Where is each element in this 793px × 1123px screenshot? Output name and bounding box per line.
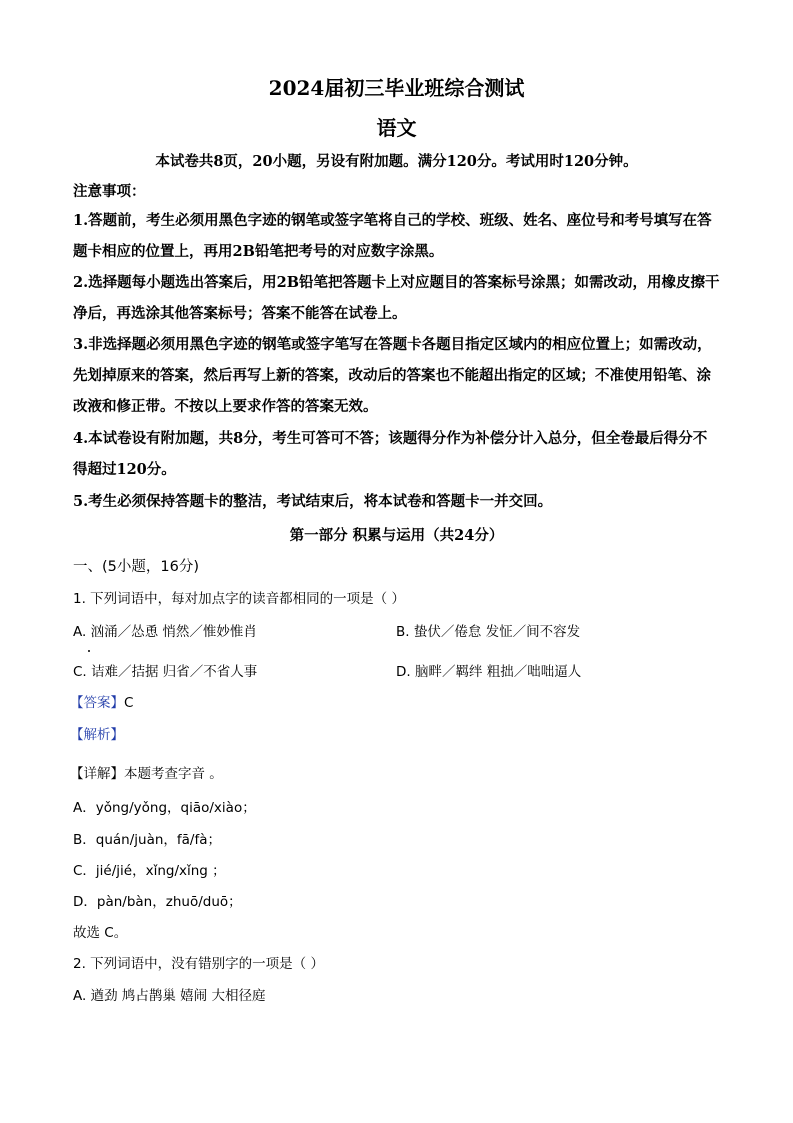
notice-heading: 注意事项：: [73, 183, 146, 200]
notice-item-4: 4.本试卷设有附加题，共8分，考生可答可不答；该题得分作为补偿分计入总分，但全卷最后得分不得超过120分。: [73, 430, 708, 478]
detail-text: 本题考查字音 。: [124, 766, 223, 782]
q1-option-a: A. 汹涌／怂恿 悄然／惟妙惟肖: [73, 624, 257, 640]
analysis-tag: 【解析】: [70, 727, 124, 743]
subject-title: 语文: [376, 116, 417, 140]
q1-choose: 故选 C。: [73, 925, 128, 941]
exam-title: 2024届初三毕业班综合测试: [268, 76, 525, 100]
analysis-line: [70, 723, 124, 743]
q1-stem: 1. 下列词语中，每对加点字的读音都相同的一项是（ ）: [73, 591, 405, 607]
emphasis-dot: [88, 650, 90, 652]
notice-item-3: 3.非选择题必须用黑色字迹的钢笔或签字笔写在答题卡各题目指定区域内的相应位置上；如需改动，先划掉原来的答案，然后再写上新的答案，改动后的答案也不能超出指定的区域；不准使用铅笔、涂改液和修正带。不按以上要求作答的答案无效。: [73, 336, 712, 415]
part-title: 第一部分 积累与运用（共24分）: [289, 527, 504, 544]
q1-option-c: C. 诘难／拮据 归省／不省人事: [73, 664, 258, 680]
answer-value: C: [124, 695, 134, 711]
notice-item-2: 2.选择题每小题选出答案后，用2B铅笔把答题卡上对应题目的答案标号涂黑；如需改动，用橡皮擦干净后，再选涂其他答案标号；答案不能答在试卷上。: [73, 274, 720, 322]
q1-pinyin-a: A．yǒng/yǒng，qiāo/xiào；: [73, 800, 256, 816]
answer-tag: 【答案】: [70, 695, 124, 711]
q1-option-d: D. 脑畔／羁绊 粗拙／咄咄逼人: [396, 664, 582, 680]
q2-stem: 2. 下列词语中，没有错别字的一项是（ ）: [73, 956, 324, 972]
answer-line: [70, 691, 133, 711]
q1-pinyin-d: D．pàn/bàn，zhuō/duō；: [73, 894, 242, 910]
detail-tag: 【详解】: [70, 766, 124, 782]
notice-item-5: 5.考生必须保持答题卡的整洁，考试结束后，将本试卷和答题卡一并交回。: [73, 493, 553, 510]
q1-pinyin-c: C．jié/jié，xǐng/xǐng ；: [73, 863, 226, 879]
q2-option-a: A. 遒劲 鸠占鹊巢 嬉闹 大相径庭: [73, 988, 266, 1004]
detail-line: [70, 762, 223, 782]
q1-pinyin-b: B．quán/juàn，fā/fà；: [73, 832, 221, 848]
notice-item-1: 1.答题前，考生必须用黑色字迹的钢笔或签字笔将自己的学校、班级、姓名、座位号和考号填写在答题卡相应的位置上，再用2B铅笔把考号的对应数字涂黑。: [73, 212, 712, 260]
section-heading: 一、(5小题，16分): [73, 559, 199, 575]
q1-option-b: B. 蛰伏／倦怠 发怔／间不容发: [396, 624, 581, 640]
exam-intro: 本试卷共8页，20小题，另设有附加题。满分120分。考试用时120分钟。: [155, 153, 638, 170]
